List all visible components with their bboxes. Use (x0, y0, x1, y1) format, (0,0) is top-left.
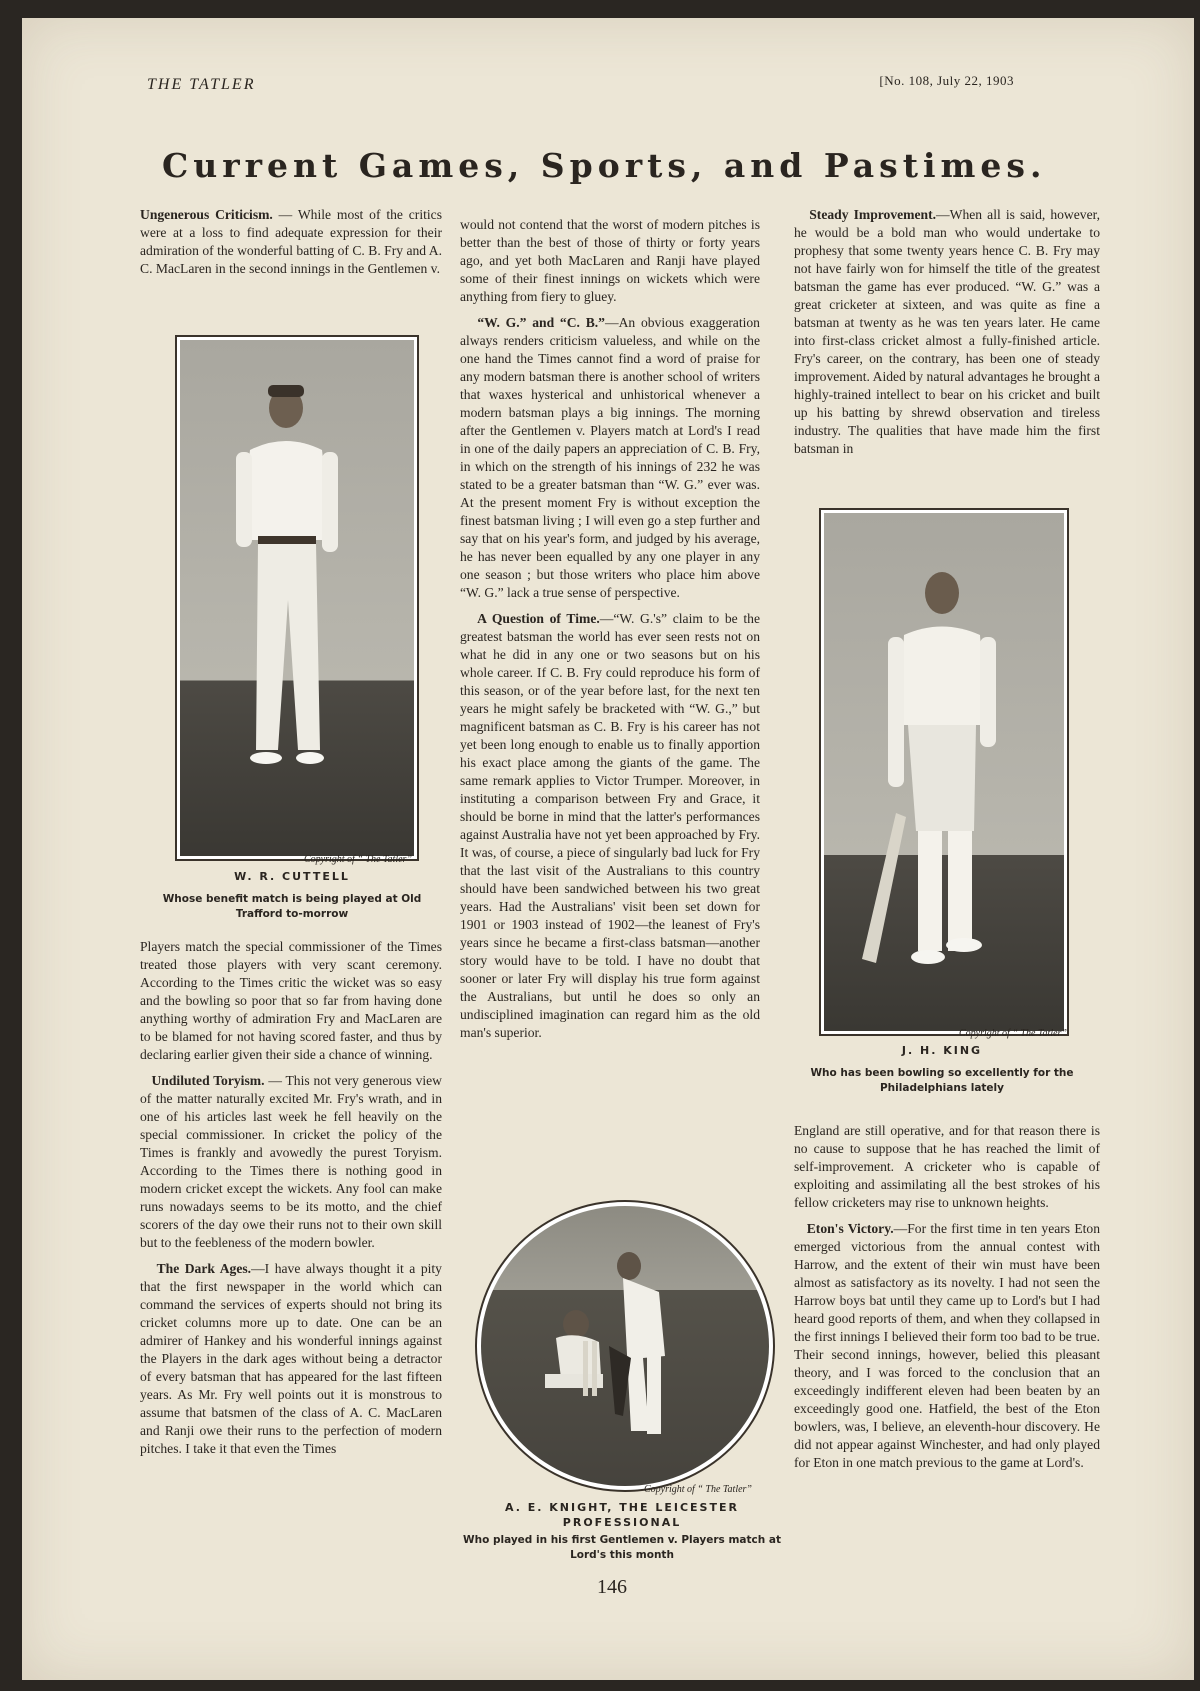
column-3-bottom (794, 1122, 1100, 1480)
photo-caption-name: J. H. KING (901, 1044, 983, 1057)
paragraph-text: England are still operative, and for that reason there is no cause to suppose that he has reached the limit of self-improvement. A cricketer who is capable of exploiting and assimilating all the best strokes of his fellow cricketers may rise to unknown heights. (794, 1123, 1100, 1210)
issue-info: [No. 108, July 22, 1903 (879, 73, 1014, 88)
magazine-title: THE TATLER (147, 76, 256, 93)
magazine-page (22, 18, 1194, 1680)
paragraph-lead: Undiluted Toryism. (151, 1073, 265, 1088)
photo-knight (475, 1200, 775, 1492)
paragraph (794, 1220, 1100, 1472)
photo-caption: Who played in his first Gentlemen v. Players match at Lord's this month (463, 1534, 781, 1561)
paragraph (794, 1122, 1100, 1212)
column-2 (460, 216, 760, 1050)
paragraph-lead: Steady Improvement. (809, 207, 937, 222)
paragraph (794, 206, 1100, 458)
column-1-bottom (140, 938, 442, 1466)
photo-king (819, 508, 1069, 1036)
paragraph (140, 938, 442, 1064)
cricketer-with-bat-icon (824, 513, 1058, 1025)
photo-caption-name: W. R. CUTTELL (234, 870, 350, 883)
photo-credit: Copyright of “ The Tatler” (644, 1484, 752, 1495)
photo-caption-name: A. E. KNIGHT, THE LEICESTER PROFESSIONAL (505, 1501, 739, 1529)
paragraph (460, 314, 760, 602)
paragraph-text: —When all is said, however, he would be a bold man who would undertake to prophesy that some twenty years hence C. B. Fry may not have fairly won for himself the title of the greatest batsman the game has ever produced. “W. G.” was a great cricketer at sixteen, and was quite as fine a batsman at twenty as he was ten years later. He came into first-class cricket almost a fully-finished article. Fry's career, on the contrary, has been one of steady improvement. Aided by natural advantages he brought a highly-trained intellect to bear on his cricket and built up his batting by shrewd observation and tireless industry. The qualities that have made him the first batsman in (794, 207, 1100, 456)
paragraph (140, 206, 442, 278)
paragraph-lead: “W. G.” and “C. B.” (477, 315, 605, 330)
photo-image (481, 1206, 769, 1486)
paragraph-lead: Eton's Victory. (806, 1221, 894, 1236)
paragraph-text: would not contend that the worst of modern pitches is better than the best of those of thirty or forty years ago, and yet both MacLaren and Ranji have played some of their finest innings on wickets which were anything from fiery to gluey. (460, 217, 760, 304)
cricketer-figure-icon (180, 340, 408, 850)
photo-credit: Copyright of “ The Tatler” (304, 854, 412, 865)
page-headline: Current Games, Sports, and Pastimes. (162, 146, 1047, 185)
photo-image (180, 340, 414, 856)
photo-cuttell (175, 335, 419, 861)
paragraph (140, 1260, 442, 1458)
column-3-top (794, 206, 1100, 466)
photo-caption: Whose benefit match is being played at Old Trafford to-morrow (162, 893, 422, 920)
photo-credit: Copyright of “ The Tatler” (959, 1028, 1067, 1039)
paragraph-text: — This not very generous view of the matter naturally excited Mr. Fry's wrath, and in one of his articles last week he fell heavily on the special commissioner. In cricket the policy of the Times is frankly and avowedly the purest Toryism. According to the Times there is nothing good in modern cricket except the wickets. Any fool can make runs nowadays seems to be its motto, and the chief scorers of the day owe their runs not to their own skill but to the feebleness of the modern bowler. (140, 1073, 442, 1250)
paragraph-text: — While most of the critics were at a loss to find adequate expression for their admiration of the wonderful batting of C. B. Fry and A. C. MacLaren in the second innings in the Gentlemen v. (140, 207, 442, 276)
paragraph-text: Players match the special commissioner of the Times treated those players with very scant ceremony. According to the Times critic the wicket was so easy and the bowling so poor that so far from having done anything worthy of admiration Fry and MacLaren are to be blamed for not having scored faster, and thus by declaring earlier given their side a chance of winning. (140, 939, 442, 1062)
photo-image (824, 513, 1064, 1031)
paragraph (460, 610, 760, 1042)
paragraph-text: —For the first time in ten years Eton emerged victorious from the annual contest with Harrow, and the extent of their win must have been almost as satisfactory as its novelty. I had not seen the Harrow boys bat until they came up to Lord's but I had heard good reports of them, and when they collapsed in the first innings I believed their form too bad to be true. Their second innings, however, belied this pleasant theory, and I was forced to the conclusion that an exceedingly indifferent eleven had been beaten by an exceedingly good one. Hatfield, the best of the Eton bowlers, was, I believe, an eleventh-hour discovery. He did not appear against Winchester, and had only played for Eton in one match previous to the game at Lord's. (794, 1221, 1100, 1470)
paragraph (460, 216, 760, 306)
page-number: 146 (597, 1576, 627, 1598)
photo-caption: Who has been bowling so excellently for the Philadelphians lately (810, 1067, 1074, 1094)
paragraph-lead: A Question of Time. (477, 611, 600, 626)
paragraph-text: —“W. G.'s” claim to be the greatest batsman the world has ever seen rests not on what he did in any one or two seasons but on his whole career. If C. B. Fry could reproduce his form of this season, or of the year before last, for the next ten years he might safely be bracketed with “W. G.,” but magnificent batsman as C. B. Fry is his career has not yet been long enough to enable us to finally apportion his exact place among the giants of the game. The same remark applies to Victor Trumper. Moreover, in instituting a comparison between Fry and Grace, it should be borne in mind that the latter's performances against Australia have not yet been approached by Fry. It was, of course, a piece of singularly bad luck for Fry that the last visit of the Australians to this country should have been sandwiched between his two great years. Had the Australians' visit been set down for 1901 or 1903 instead of 1902—the leanest of Fry's years since he became a first-class batsman—another story would have to be told. I have no doubt that sooner or later Fry will display his true form against the Australians, but until he does so only an undisciplined imagination can regard him as the old man's superior. (460, 611, 761, 1040)
paragraph (140, 1072, 442, 1252)
paragraph-lead: The Dark Ages. (156, 1261, 252, 1276)
column-1-top (140, 206, 442, 286)
paragraph-text: —I have always thought it a pity that the first newspaper in the world which can command the services of experts should not bring its cricket columns more up to date. One can be an admirer of Hankey and his wonderful innings against the Players in the dark ages without being a detractor of every batsman that has appeared for the last fifteen years. As Mr. Fry well points out it is monstrous to assume that batsmen of the class of A. C. MacLaren and Ranji owe their runs to the perfection of modern pitches. I take it that even the Times (140, 1261, 442, 1456)
batsman-wicketkeeper-icon (481, 1206, 769, 1486)
paragraph-text: —An obvious exaggeration always renders criticism valueless, and while on the one hand the Times cannot find a word of praise for any modern batsman there is another school of writers that waxes hysterical and unhistorical whenever a modern batsman plays a big innings. The morning after the Gentlemen v. Players match at Lord's I read in one of the daily papers an appreciation of C. B. Fry, in which on the strength of his innings of 232 he was stated to be a greater batsman than “W. G.” ever was. At the present moment Fry is without exception the finest batsman living ; I will even go a step further and say that on his year's form, and judged by his average, he has never been equalled by any one player in any one season ; but those writers who place him above “W. G.” lack a true sense of perspective. (460, 315, 760, 600)
paragraph-lead: Ungenerous Criticism. (140, 207, 273, 222)
